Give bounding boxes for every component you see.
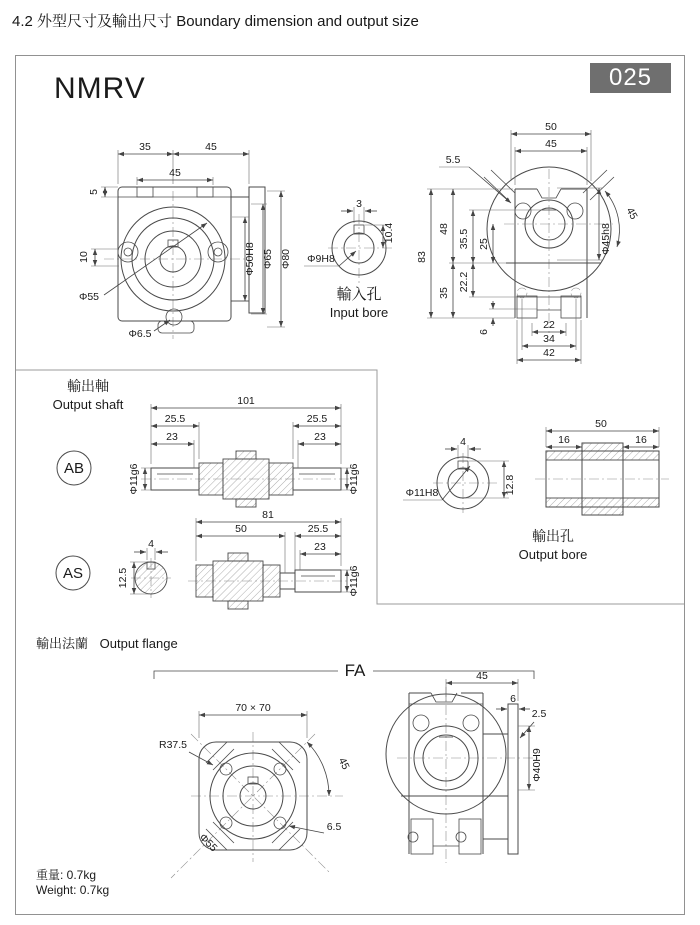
section-output-shaft xyxy=(32,376,144,412)
dim-label: 6 xyxy=(478,329,490,335)
size-badge: 025 xyxy=(590,63,671,93)
dim-label: Φ50H8 xyxy=(244,242,256,276)
dim-label: Φ80 xyxy=(280,248,292,270)
dim-label: 45 xyxy=(476,670,488,682)
dim-label: 70 × 70 xyxy=(235,702,271,714)
dim-label: 50 xyxy=(235,523,247,535)
dim-label: Φ9H8 xyxy=(307,253,335,265)
dim-label: 35 xyxy=(438,287,450,299)
output-bore-view xyxy=(403,418,669,515)
weight-cn: 重量: 0.7kg xyxy=(36,868,97,882)
section-input-bore xyxy=(304,283,414,320)
dim-label: 83 xyxy=(416,251,428,263)
dim-label: 16 xyxy=(635,434,647,446)
front-view xyxy=(78,141,292,340)
flange-code-label: FA xyxy=(344,661,366,680)
dim-label: 45 xyxy=(623,205,640,222)
dim-label: 23 xyxy=(314,541,326,553)
dim-label: 6.5 xyxy=(326,821,342,833)
output-shaft-label-cn: 輸出軸 xyxy=(67,378,109,394)
dim-label: 2.5 xyxy=(531,708,547,720)
input-bore-label-en: Input bore xyxy=(329,305,389,320)
dim-label: 12.5 xyxy=(117,567,129,589)
dim-label: 6 xyxy=(510,693,516,705)
variant-ab-label: AB xyxy=(63,460,85,477)
technical-drawing xyxy=(16,56,684,914)
dim-label: 4 xyxy=(460,436,466,448)
dim-label: 25 xyxy=(478,238,490,250)
flange-side-view xyxy=(386,670,546,863)
dim-label: 25.5 xyxy=(306,413,328,425)
dim-label: Φ40H9 xyxy=(531,748,543,782)
dim-label: Φ11g6 xyxy=(128,463,140,495)
flange-front-view xyxy=(159,702,352,878)
dim-label: 35 xyxy=(139,141,151,153)
output-shaft-as xyxy=(56,509,360,609)
output-bore-label-en: Output bore xyxy=(518,547,588,562)
input-bore-view xyxy=(304,198,395,284)
dim-label: 5.5 xyxy=(445,154,461,166)
dim-label: 22 xyxy=(543,319,555,331)
weight-note xyxy=(36,868,109,898)
dim-label: 50 xyxy=(595,418,607,430)
side-view xyxy=(416,121,640,364)
dim-label: 10.4 xyxy=(383,222,395,244)
output-flange-label-en: Output flange xyxy=(99,636,178,651)
dim-label: 25.5 xyxy=(307,523,329,535)
dim-label: 34 xyxy=(543,333,555,345)
dim-label: 45 xyxy=(545,138,557,150)
model-name: NMRV xyxy=(54,72,146,105)
weight-en: Weight: 0.7kg xyxy=(36,883,110,897)
dim-label: 45 xyxy=(169,167,181,179)
dim-label: Φ45h8 xyxy=(600,223,612,255)
dim-label: 48 xyxy=(438,223,450,235)
input-bore-label-cn: 輸入孔 xyxy=(336,286,382,303)
dim-label: 3 xyxy=(356,198,362,210)
dim-label: Φ11g6 xyxy=(348,463,360,495)
dim-label: 42 xyxy=(543,347,555,359)
dim-label: 101 xyxy=(237,395,255,407)
dim-label: Φ11H8 xyxy=(405,487,439,499)
dim-label: Φ55 xyxy=(78,291,100,303)
dim-label: 23 xyxy=(166,431,178,443)
variant-as-label: AS xyxy=(62,565,84,582)
dim-label: 4 xyxy=(148,538,154,550)
output-bore-label-cn: 輸出孔 xyxy=(532,528,574,544)
output-shaft-label-en: Output shaft xyxy=(52,397,124,412)
output-flange-label-cn: 輸出法蘭 xyxy=(36,636,89,651)
dim-label: 45 xyxy=(335,755,352,772)
section-output-bore xyxy=(493,526,613,562)
dim-label: 35.5 xyxy=(458,228,470,250)
dim-label: Φ6.5 xyxy=(128,328,152,340)
dim-label: R37.5 xyxy=(158,739,188,751)
dim-label: 22.2 xyxy=(458,271,470,293)
dim-label: 45 xyxy=(205,141,217,153)
dim-label: Φ55 xyxy=(196,831,220,855)
dim-label: Φ65 xyxy=(262,248,274,270)
dim-label: 12.8 xyxy=(504,474,516,496)
dim-label: Φ11g6 xyxy=(348,565,360,597)
dim-label: 23 xyxy=(314,431,326,443)
dim-label: 16 xyxy=(558,434,570,446)
dim-label: 81 xyxy=(262,509,274,521)
dim-label: 5 xyxy=(88,189,100,195)
dim-label: 10 xyxy=(78,251,90,263)
section-output-flange xyxy=(36,633,178,652)
page-title: 4.2 外型尺寸及輸出尺寸 Boundary dimension and output size xyxy=(12,13,419,30)
dim-label: 50 xyxy=(545,121,557,133)
dim-label: 25.5 xyxy=(164,413,186,425)
drawing-frame xyxy=(15,55,685,915)
